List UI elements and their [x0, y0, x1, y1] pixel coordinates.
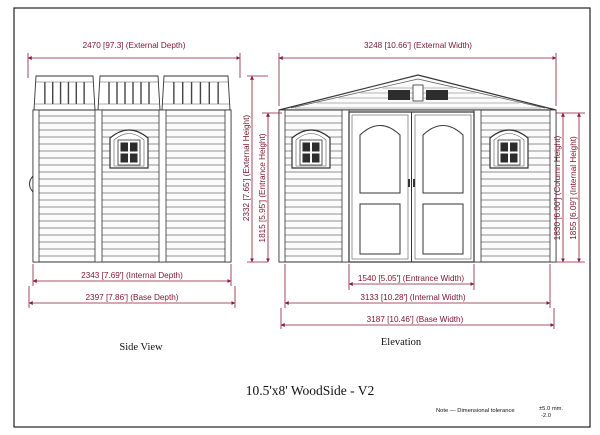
- tolerance-note: Note — Dimensional tolerance: [436, 408, 515, 414]
- side-window: [110, 130, 148, 168]
- side-roof-panels: [34, 76, 230, 110]
- external-depth-label: 2470 [97.3] (External Depth): [82, 41, 186, 50]
- title-block: [246, 383, 564, 419]
- elevation-window-left: [292, 130, 330, 168]
- elevation-view: [242, 41, 585, 348]
- entrance-width-label: 1540 [5.05'] (Entrance Width): [357, 274, 465, 283]
- elevation-caption: Elevation: [380, 337, 422, 348]
- elevation-window-right: [490, 130, 528, 168]
- tolerance-upper: ±5.0 mm.: [539, 406, 564, 412]
- internal-depth-label: 2343 [7.69'] (Internal Depth): [81, 271, 183, 280]
- entrance-height-label: 1815 [5.95'] (Entrance Height): [258, 133, 267, 243]
- drawing-title: 10.5'x8' WoodSide - V2: [245, 383, 375, 398]
- base-width-label: 3187 [10.46'] (Base Width): [366, 315, 464, 324]
- external-width-label: 3248 [10.66'] (External Width): [363, 41, 473, 50]
- side-view-caption: Side View: [119, 342, 163, 353]
- side-hinge: [30, 176, 34, 192]
- column-height-label: 1830 [6.00'] (Column Height): [553, 135, 562, 241]
- tolerance-lower: -2.0: [541, 413, 551, 419]
- internal-height-label: 1855 [6.09'] (Internal Height): [569, 136, 578, 240]
- double-doors: [349, 112, 474, 262]
- internal-width-label: 3133 [10.28'] (Internal Width): [360, 293, 466, 302]
- base-depth-label: 2397 [7.86'] (Base Depth): [85, 293, 179, 302]
- external-height-label: 2332 [7.65'] (External Height): [242, 114, 251, 222]
- side-view: [28, 41, 240, 353]
